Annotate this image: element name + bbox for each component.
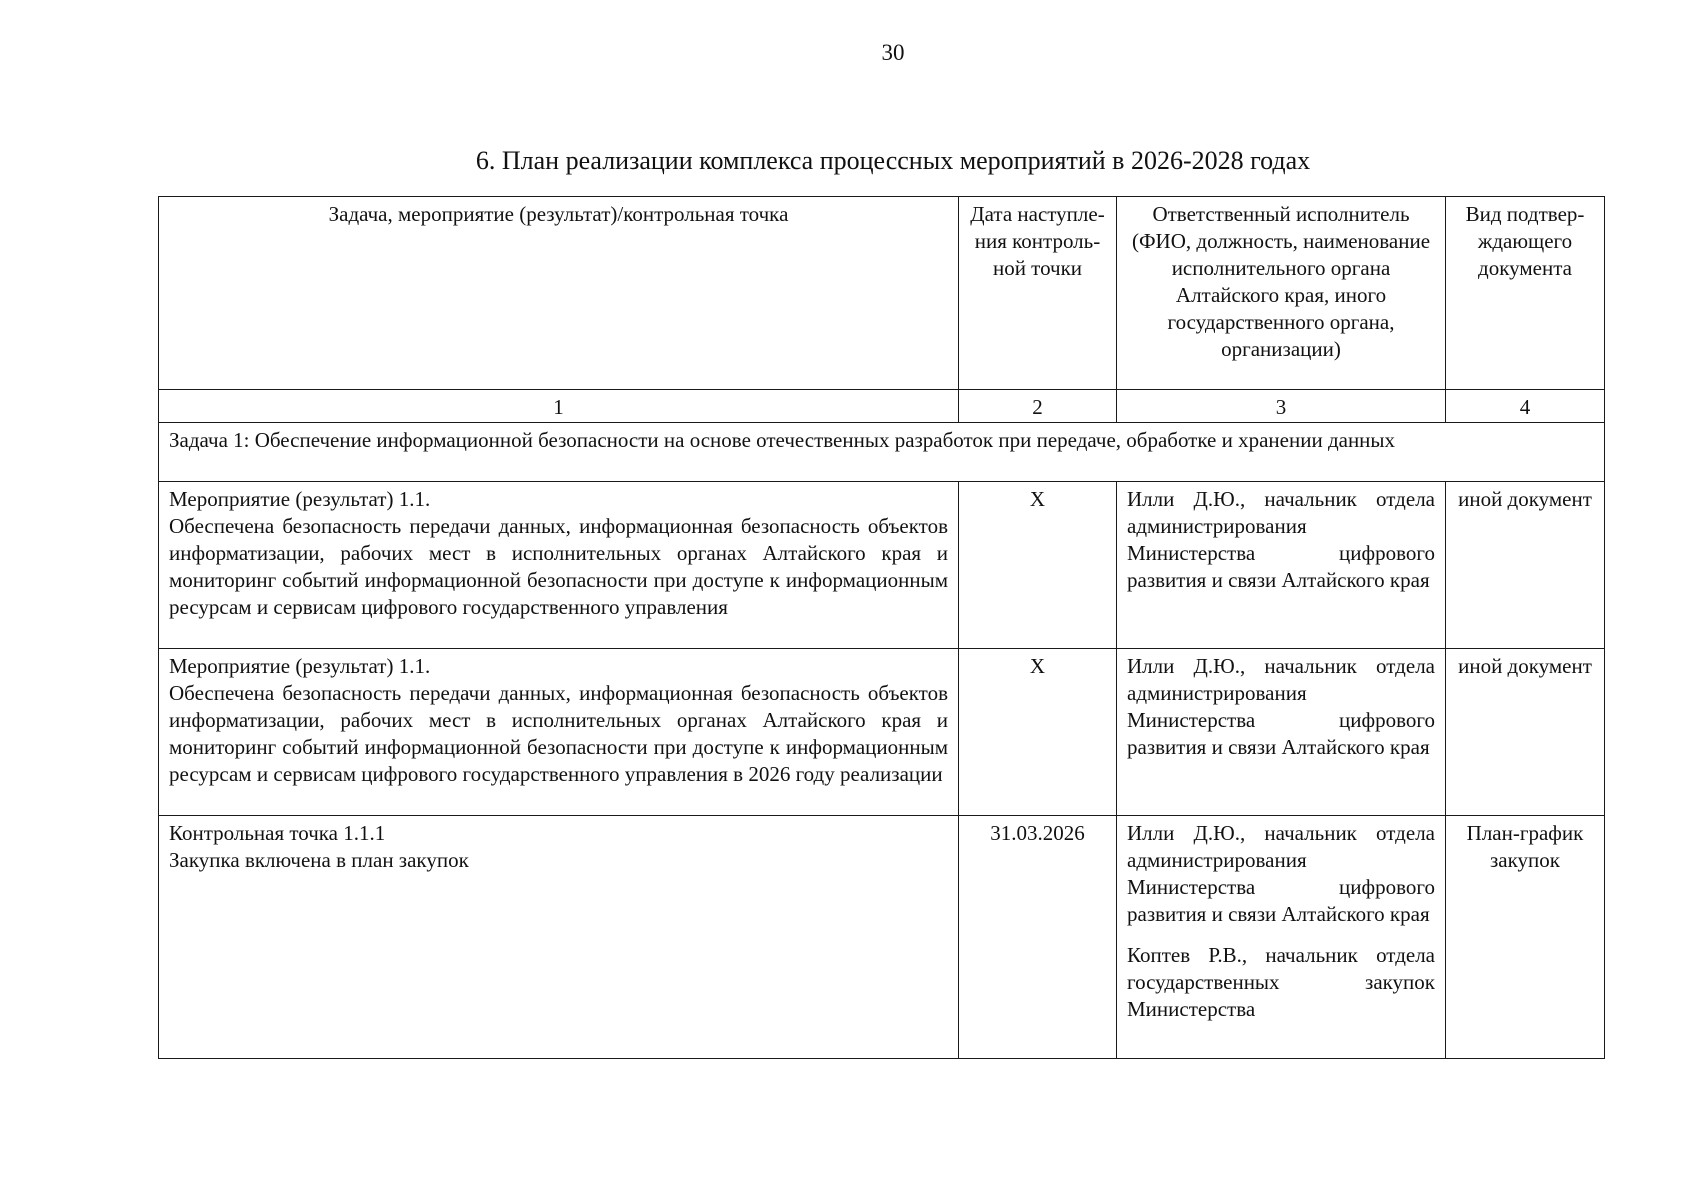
page-number: 30: [881, 40, 905, 65]
date-cell: Х: [959, 649, 1117, 816]
event-title: Мероприятие (результат) 1.1.: [169, 654, 431, 678]
column-number: 3: [1117, 390, 1446, 423]
event-cell: [159, 649, 959, 816]
table-row: [159, 816, 1605, 1059]
document-cell: иной документ: [1446, 482, 1605, 649]
plan-table: [158, 196, 1605, 1059]
control-point-text: Закупка включена в план закупок: [169, 848, 469, 872]
column-number: 2: [959, 390, 1117, 423]
header-date: Дата наступле-ния контроль-ной точки: [959, 197, 1117, 390]
event-cell: [159, 482, 959, 649]
column-number: 1: [159, 390, 959, 423]
event-title: Мероприятие (результат) 1.1.: [169, 487, 431, 511]
date-cell: 31.03.2026: [959, 816, 1117, 1059]
header-document: Вид подтвер-ждающего документа: [1446, 197, 1605, 390]
control-point-title: Контрольная точка 1.1.1: [169, 821, 386, 845]
document-cell: иной документ: [1446, 649, 1605, 816]
task-text: Задача 1: Обеспечение информационной безопасности на основе отечественных разработок при передаче, обработке и хранении данных: [159, 423, 1605, 482]
control-point-cell: [159, 816, 959, 1059]
executor-cell: [1117, 649, 1446, 816]
executor-text: Коптев Р.В., начальник отдела государственных закупок Министерства: [1127, 943, 1435, 1021]
executor-cell: [1117, 482, 1446, 649]
header-executor: Ответственный исполнитель (ФИО, должность, наименование исполнительного органа Алтайского края, иного государственного органа, организации): [1117, 197, 1446, 390]
header-row: [159, 197, 1605, 390]
page-title: 6. План реализации комплекса процессных мероприятий в 2026-2028 годах: [475, 146, 1311, 175]
document-cell: План-график закупок: [1446, 816, 1605, 1059]
executor-text: Илли Д.Ю., начальник отдела администрирования Министерства цифрового развития и связи Алтайского края: [1127, 487, 1435, 592]
table-row: [159, 649, 1605, 816]
event-text: Обеспечена безопасность передачи данных, информационная безопасность объектов информатизации, рабочих мест в исполнительных органах Алтайского края и мониторинг событий информационной безопасности при доступе к информационным ресурсам и сервисам цифрового государственного управления в 2026 году реализации: [169, 681, 948, 786]
header-task: Задача, мероприятие (результат)/контрольная точка: [159, 197, 959, 390]
executor-text: Илли Д.Ю., начальник отдела администрирования Министерства цифрового развития и связи Алтайского края: [1127, 654, 1435, 759]
event-text: Обеспечена безопасность передачи данных, информационная безопасность объектов информатизации, рабочих мест в исполнительных органах Алтайского края и мониторинг событий информационной безопасности при доступе к информационным ресурсам и сервисам цифрового государственного управления: [169, 514, 948, 619]
date-cell: Х: [959, 482, 1117, 649]
table-row: [159, 482, 1605, 649]
executor-text: Илли Д.Ю., начальник отдела администрирования Министерства цифрового развития и связи Алтайского края: [1127, 821, 1435, 926]
executor-cell: [1117, 816, 1446, 1059]
column-number: 4: [1446, 390, 1605, 423]
task-row: [159, 423, 1605, 482]
column-number-row: [159, 390, 1605, 423]
